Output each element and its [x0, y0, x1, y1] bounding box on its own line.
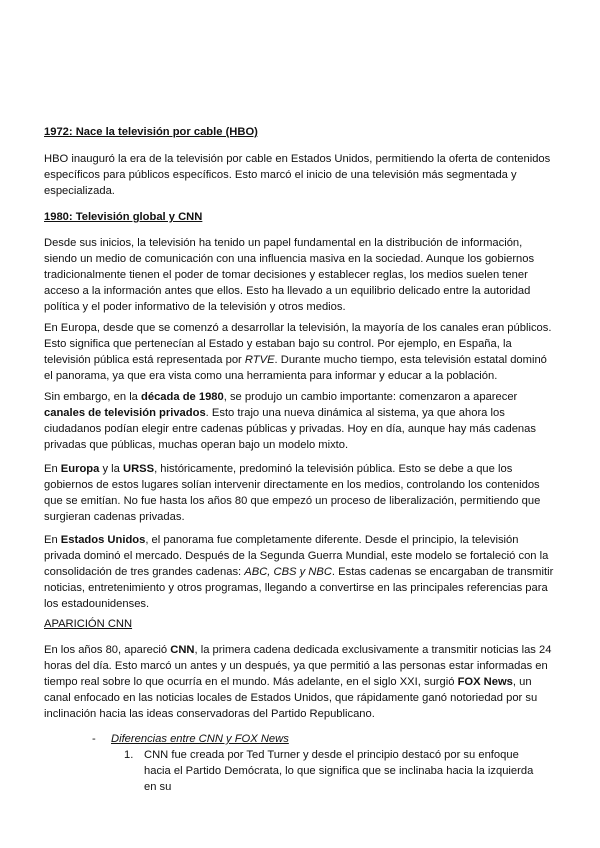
- list-number: 1.: [124, 749, 134, 761]
- bold-text: Estados Unidos: [60, 534, 146, 546]
- text-segment: . Estas cadenas se encargaban de transmitir noticias, entretenimiento y otros programas, llegando a convertirse en las principales referencias para los estadounidenses.: [44, 566, 554, 610]
- bold-text: canales de televisión privados: [44, 407, 206, 419]
- paragraph-united-states: [44, 532, 556, 612]
- bold-text: CNN: [170, 644, 195, 656]
- list-item-text: CNN fue creada por Ted Turner y desde el principio destacó por su enfoque hacia el Partido Demócrata, lo que significa que se inclinaba hacia la izquierda en su: [144, 749, 534, 793]
- paragraph-tv-role: Desde sus inicios, la televisión ha tenido un papel fundamental en la distribución de información, siendo un medio de comunicación con una influencia masiva en la sociedad. Aunque los gobiernos tradicionalmente tienen el poder de tomar decisiones y establecer reglas, los medios suelen tener acceso a la información antes que ellos. Esto ha llevado a un equilibrio delicado entre la autoridad política y el poder informativo de la televisión y otros medios.: [44, 237, 535, 313]
- text-segment: En: [44, 534, 61, 546]
- text-segment: , el panorama fue completamente diferente. Desde el principio, la televisión privada dominó el mercado. Después de la Segunda Guerra Mundial, este modelo se fortaleció con la consolidación de tres grandes cadenas:: [44, 534, 549, 578]
- paragraph-cnn-fox: [44, 642, 556, 722]
- heading-aparicion-cnn: APARICIÓN CNN: [44, 618, 133, 630]
- text-segment: En: [44, 463, 61, 475]
- bullet-label: Diferencias entre CNN y FOX News: [111, 733, 289, 745]
- bold-text: década de 1980: [141, 391, 224, 403]
- text-segment: En Europa, desde que se comenzó a desarrollar la televisión, la mayoría de los canales eran públicos. Esto significa que pertenecían al Estado y estaban bajo su control. Por ejemplo, en España, la televisión pública está representada por: [44, 322, 552, 366]
- bold-text: URSS: [122, 463, 155, 475]
- italic-text: ABC, CBS y NBC: [244, 566, 332, 578]
- text-segment: , se produjo un cambio importante: comenzaron a aparecer: [223, 391, 518, 403]
- paragraph-hbo: HBO inauguró la era de la televisión por cable en Estados Unidos, permitiendo la oferta de contenidos específicos para públicos específicos. Esto marcó el inicio de una televisión más segmentada y especializada.: [44, 153, 551, 197]
- text-segment: . Esto trajo una nueva dinámica al sistema, ya que ahora los ciudadanos podían elegir entre cadenas públicas y privadas. Hoy en día, aunque hay más cadenas privadas que públicas, muchas operan bajo un modelo mixto.: [44, 407, 536, 451]
- rtve-text: RTVE: [244, 354, 275, 366]
- text-segment: Sin embargo, en la: [44, 391, 142, 403]
- text-segment: . Durante mucho tiempo, esta televisión estatal dominó el panorama, ya que era vista como una herramienta para informar y educar a la población.: [44, 354, 547, 382]
- bold-text: FOX News: [457, 676, 513, 688]
- text-segment: , la primera cadena dedicada exclusivamente a transmitir noticias las 24 horas del día. Esto marcó un antes y un después, ya que permitió a las personas estar informadas en tiempo real sobre lo que ocurría en el mundo. Más adelante, en el siglo XXI, surgió: [44, 644, 552, 688]
- bold-text: Europa: [60, 463, 100, 475]
- paragraph-private-channels: [44, 389, 556, 453]
- paragraph-europe-urss: [44, 461, 556, 525]
- text-segment: y la: [99, 463, 123, 475]
- text-segment: , históricamente, predominó la televisión pública. Esto se debe a que los gobiernos de estos lugares solían intervenir directamente en los medios, controlando los contenidos que se emitían. No fue hasta los años 80 que empezó un proceso de liberalización, permitiendo que surgieran cadenas privadas.: [44, 463, 541, 523]
- heading-1972: 1972: Nace la televisión por cable (HBO): [44, 126, 258, 138]
- bullet-dash: -: [92, 733, 96, 745]
- text-segment: En los años 80, apareció: [44, 644, 171, 656]
- paragraph-europe-public: [44, 320, 556, 384]
- text-segment: , un canal enfocado en las noticias locales de Estados Unidos, que rápidamente ganó notoriedad por su inclinación hacia las ideas conservadoras del Partido Republicano.: [44, 676, 538, 720]
- heading-1980: 1980: Televisión global y CNN: [44, 211, 203, 223]
